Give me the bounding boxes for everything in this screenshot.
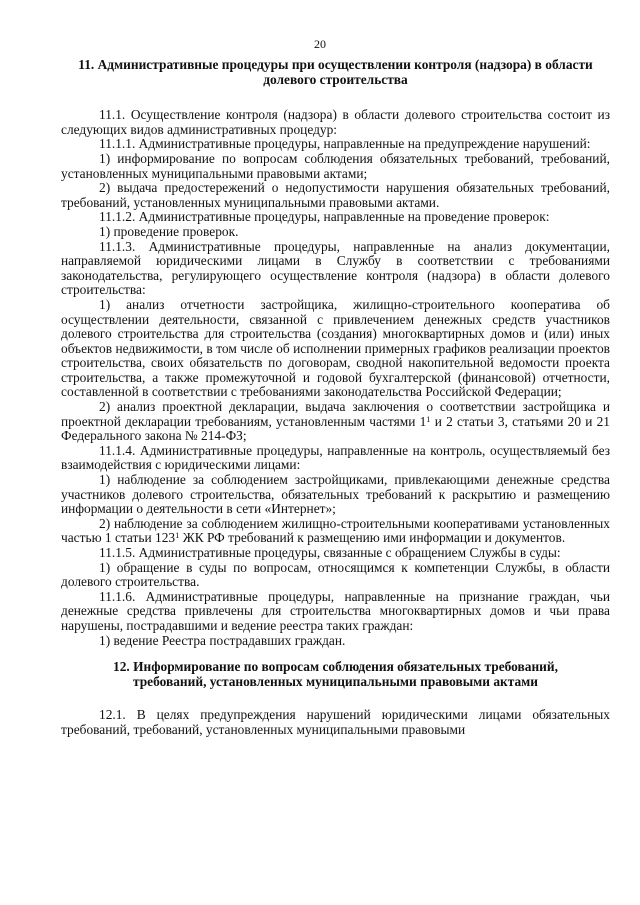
cooperative-superscript: 1 <box>175 530 180 541</box>
page-number: 20 <box>314 37 326 51</box>
paragraph-11-1: 11.1. Осуществление контроля (надзора) в области долевого строительства состоит из следующих видов административных процедур: <box>61 107 610 137</box>
declaration-text-before: 2) анализ проектной декларации, выдача заключения о соответствии застройщика и проектной декларации требованиям, установленным частями 1 <box>61 399 610 429</box>
page-content <box>61 58 610 738</box>
cooperative-text-before: 2) наблюдение за соблюдением жилищно-строительными кооперативами установленных частью 1 статьи 123 <box>61 515 610 546</box>
declaration-text-after: и 2 статьи 3, статьями 20 и 21 Федерального закона № 214-ФЗ; <box>61 413 610 444</box>
paragraph-11-1-6: 11.1.6. Административные процедуры, направленные на признание граждан, чьи денежные средства привлечены для строительства многоквартирных домов и чьи права нарушены, пострадавшими и ведение реестра таких граждан: <box>61 588 610 633</box>
cooperative-text-after: ЖК РФ требований к размещению ими информации и документов. <box>179 530 566 546</box>
list-item-reporting-analysis: 1) анализ отчетности застройщика, жилищно-строительного кооператива об осуществлении деятельности, связанной с привлечением денежных средств участников долевого строительства для строительства (создания) многоквартирных домов и (или) иных объектов недвижимости, в том числе об исполнении примерных графиков реализации проектов строительства, своих обязательств по договорам, сводной накопительной ведомости проекта строительства, а также промежуточной и годовой бухгалтерской (финансовой) отчетности, составленной в соответствии с требованиями законодательства Российской Федерации; <box>61 296 610 400</box>
paragraph-12-1: 12.1. В целях предупреждения нарушений юридическими лицами обязательных требований, требований, установленных муниципальными правовыми <box>61 707 610 737</box>
list-item-inspections: 1) проведение проверок. <box>99 223 239 239</box>
paragraph-11-1-5: 11.1.5. Административные процедуры, связанные с обращением Службы в суды: <box>99 545 561 560</box>
list-item-court-appeal: 1) обращение в суды по вопросам, относящимся к компетенции Службы, в области долевого строительства. <box>61 559 610 590</box>
list-item-victims-register: 1) ведение Реестра пострадавших граждан. <box>99 632 346 648</box>
list-item-internet-monitoring: 1) наблюдение за соблюдением застройщиками, привлекающими денежные средства участников долевого строительства, обязательных требований к раскрытию и размещению информации о деятельности в сети «Интернет»; <box>61 472 610 517</box>
list-item-warnings: 2) выдача предостережений о недопустимости нарушения обязательных требований, требований, установленных муниципальными правовыми актами. <box>61 180 610 210</box>
section-11-heading: 11. Административные процедуры при осуществлении контроля (надзора) в области долевого строительства <box>78 57 593 87</box>
paragraph-11-1-1: 11.1.1. Административные процедуры, направленные на предупреждение нарушений: <box>99 136 591 152</box>
paragraph-11-1-2: 11.1.2. Административные процедуры, направленные на проведение проверок: <box>99 209 550 225</box>
list-item-cooperative-monitoring <box>61 517 610 546</box>
list-item-informing: 1) информирование по вопросам соблюдения обязательных требований, требований, установленных муниципальными правовыми актами; <box>61 150 610 181</box>
declaration-superscript: 1 <box>426 413 431 424</box>
paragraph-11-1-4: 11.1.4. Административные процедуры, направленные на контроль, осуществляемый без взаимодействия с юридическими лицами: <box>61 442 610 473</box>
list-item-declaration-analysis <box>61 400 610 444</box>
paragraph-11-1-3: 11.1.3. Административные процедуры, направленные на анализ документации, направляемой юридическими лицами в Службу в соответствии с требованиями законодательства, регулирующего осуществление контроля (надзора) в области долевого строительства: <box>61 238 610 298</box>
section-12-heading: 12. Информирование по вопросам соблюдения обязательных требований, требований, установленных муниципальными правовыми актами <box>113 659 558 689</box>
